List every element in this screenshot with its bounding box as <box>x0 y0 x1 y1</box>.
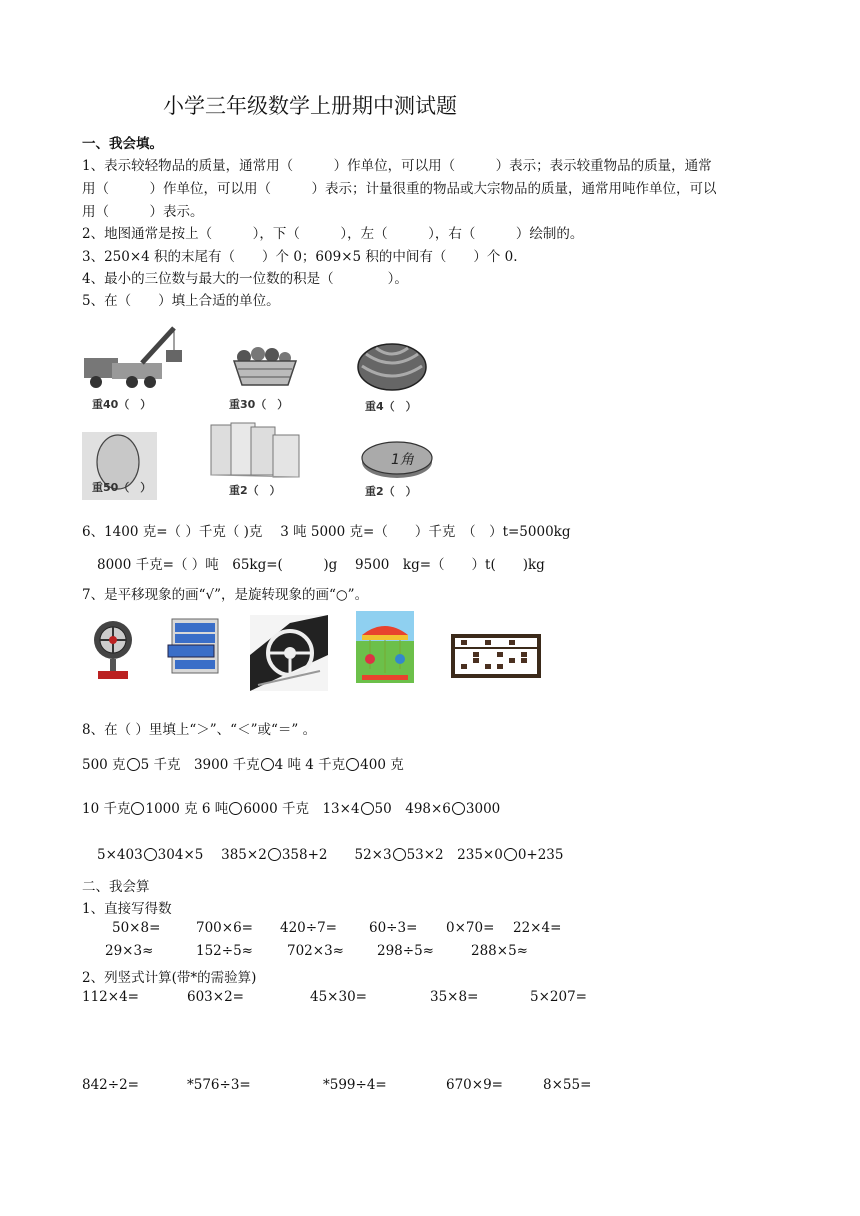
question-6-line2: 8000 千克=（ ）吨 65kg=( )g 9500 kg=（ ）t( )kg <box>97 557 545 573</box>
question-8: 8、在（ ）里填上“＞”、“＜”或“＝” 。 <box>82 722 317 738</box>
calc-r4-3: *599÷4= <box>323 1077 387 1093</box>
steering-wheel-illustration <box>250 615 328 691</box>
q8-r3-d: 53×2 235×0 <box>406 847 503 863</box>
calc-r4-5: 8×55= <box>543 1077 592 1093</box>
calc-r2-2: 152÷5≈ <box>196 943 253 959</box>
calc-r3-4: 35×8= <box>430 989 479 1005</box>
q8-r2-b: 1000 克 6 吨 <box>145 801 229 817</box>
calc-r2-3: 702×3≈ <box>287 943 344 959</box>
drawer-cabinet-illustration <box>166 617 224 675</box>
calc-r3-3: 45×30= <box>310 989 367 1005</box>
question-4: 4、最小的三位数与最大的一位数的积是（ ）。 <box>82 271 408 287</box>
compare-circle[interactable] <box>452 802 465 815</box>
calc-r2-1: 29×3≈ <box>105 943 154 959</box>
question-3: 3、250×4 积的末尾有（ ）个 0；609×5 积的中间有（ ）个 0. <box>82 249 518 265</box>
compare-circle[interactable] <box>504 848 517 861</box>
fan-illustration <box>92 616 134 682</box>
question-5: 5、在（ ）填上合适的单位。 <box>82 293 280 309</box>
q8-r2-c: 6000 千克 13×4 <box>243 801 360 817</box>
calc-r2-5: 288×5≈ <box>471 943 528 959</box>
question-6-line1: 6、1400 克=（ ）千克（ )克 3 吨 5000 克=（ ）千克 （ ）t=5000kg <box>82 524 571 540</box>
q5-label-egg: 重50（ ） <box>92 481 152 494</box>
q5-label-paper: 重2（ ） <box>229 484 281 497</box>
calc-r4-1: 842÷2= <box>82 1077 139 1093</box>
calc-r1-1: 50×8= <box>112 920 161 936</box>
fruit-basket-illustration <box>230 345 300 390</box>
q8-r3-e: 0+235 <box>517 847 564 863</box>
compare-circle[interactable] <box>393 848 406 861</box>
carousel-illustration <box>356 611 414 683</box>
section2-sub2: 2、列竖式计算(带*的需验算) <box>82 970 257 986</box>
q5-label-crane: 重40（ ） <box>92 398 152 411</box>
q8-r2-e: 3000 <box>465 801 501 817</box>
section1-heading: 一、我会填。 <box>82 136 163 152</box>
q8-row-1 <box>82 753 404 773</box>
q5-label-basket: 重30（ ） <box>229 398 289 411</box>
q8-row-3 <box>97 843 563 863</box>
q8-r1-a: 500 克 <box>82 757 126 773</box>
compare-circle[interactable] <box>229 802 242 815</box>
compare-circle[interactable] <box>144 848 157 861</box>
q8-r3-b: 304×5 385×2 <box>157 847 267 863</box>
q5-label-watermelon: 重4（ ） <box>365 400 417 413</box>
question-1-line2: 用（ ）作单位，可以用（ ）表示；计量很重的物品或大宗物品的质量，通常用吨作单位，可以 <box>82 181 717 197</box>
compare-circle[interactable] <box>261 758 274 771</box>
calc-r1-6: 22×4= <box>513 920 562 936</box>
question-1-line3: 用（ ）表示。 <box>82 204 204 220</box>
calc-r4-4: 670×9= <box>446 1077 503 1093</box>
q8-r2-d: 50 498×6 <box>374 801 451 817</box>
coin-text: 1角 <box>391 452 414 468</box>
coin-illustration <box>360 438 434 480</box>
section2-sub1: 1、直接写得数 <box>82 901 172 917</box>
q8-r3-c: 358+2 52×3 <box>281 847 392 863</box>
calc-r3-1: 112×4= <box>82 989 139 1005</box>
q8-r1-d: 400 克 <box>360 757 404 773</box>
page-title: 小学三年级数学上册期中测试题 <box>163 94 457 118</box>
compare-circle[interactable] <box>346 758 359 771</box>
q5-label-coin: 重2（ ） <box>365 485 417 498</box>
paper-stack-illustration <box>207 421 305 481</box>
compare-circle[interactable] <box>131 802 144 815</box>
calc-r1-4: 60÷3= <box>369 920 418 936</box>
calc-r1-3: 420÷7= <box>280 920 337 936</box>
q8-r2-a: 10 千克 <box>82 801 131 817</box>
section2-heading: 二、我会算 <box>82 879 150 895</box>
question-7: 7、是平移现象的画“√”，是旋转现象的画“○”。 <box>82 587 369 603</box>
compare-circle[interactable] <box>361 802 374 815</box>
q8-r3-a: 5×403 <box>97 847 143 863</box>
compare-circle[interactable] <box>268 848 281 861</box>
calc-r3-5: 5×207= <box>530 989 587 1005</box>
abacus-illustration <box>451 632 541 682</box>
calc-r1-5: 0×70= <box>446 920 495 936</box>
calc-r3-2: 603×2= <box>187 989 244 1005</box>
q8-r1-c: 4 吨 4 千克 <box>274 757 346 773</box>
compare-circle[interactable] <box>127 758 140 771</box>
calc-r2-4: 298÷5≈ <box>377 943 434 959</box>
calc-r1-2: 700×6= <box>196 920 253 936</box>
watermelon-illustration <box>356 342 428 392</box>
question-1-line1: 1、表示较轻物品的质量，通常用（ ）作单位，可以用（ ）表示；表示较重物品的质量，通常 <box>82 158 712 174</box>
q8-r1-b: 5 千克 3900 千克 <box>140 757 260 773</box>
calc-r4-2: *576÷3= <box>187 1077 251 1093</box>
question-2: 2、地图通常是按上（ ），下（ ），左（ ），右（ ）绘制的。 <box>82 226 584 242</box>
q8-row-2 <box>82 797 500 817</box>
